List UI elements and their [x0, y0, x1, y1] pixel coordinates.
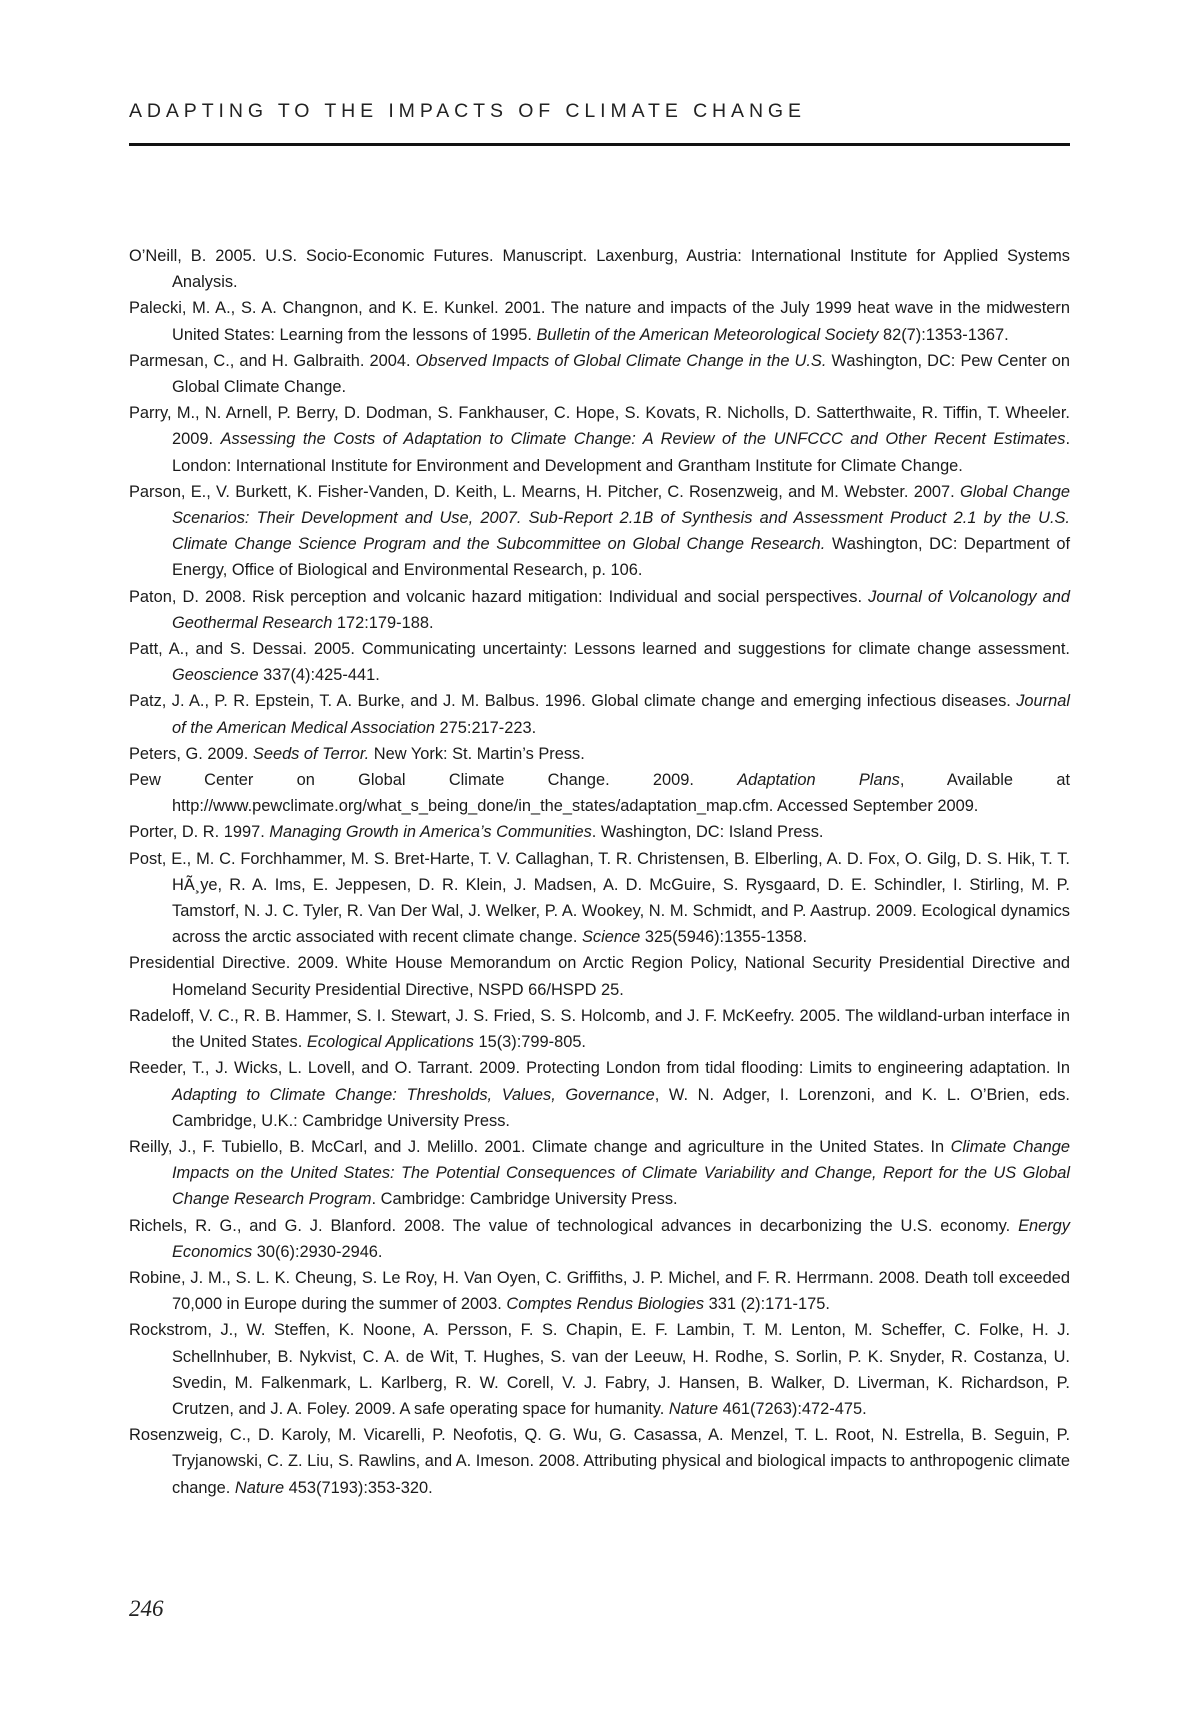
reference-text: Reilly, J., F. Tubiello, B. McCarl, and J. Melillo. 2001. Climate change and agriculture in the United States. In: [129, 1137, 951, 1156]
reference-list: [129, 243, 1070, 1501]
reference-text: Patt, A., and S. Dessai. 2005. Communicating uncertainty: Lessons learned and suggestions for climate change assessment.: [129, 640, 1070, 659]
reference-text: Parson, E., V. Burkett, K. Fisher-Vanden, D. Keith, L. Mearns, H. Pitcher, C. Rosenzweig, and M. Webster. 2007.: [129, 482, 960, 501]
reference-text: Parry, M., N. Arnell, P. Berry, D. Dodman, S. Fankhauser, C. Hope, S. Kovats, R. Nicholls, D. Satterthwaite, R. Tiffin, T. Wheeler. 2009.: [129, 404, 1070, 449]
reference-title: Managing Growth in America’s Communities: [269, 823, 592, 842]
reference-details: 172:179-188.: [332, 613, 434, 632]
reference-details: 15(3):799-805.: [473, 1033, 586, 1052]
reference-title: Seeds of Terror.: [252, 744, 370, 763]
reference-title: Observed Impacts of Global Climate Change in the U.S.: [415, 351, 827, 370]
reference-title: Climate Change Impacts on the United States: The Potential Consequences of Climate Variability and Change, Report for the US Global Change Research Program: [172, 1137, 1070, 1209]
reference-text: Presidential Directive. 2009. White House Memorandum on Arctic Region Policy, National Security Presidential Directive and Homeland Security Presidential Directive, NSPD 66/HSPD 25.: [129, 954, 1070, 999]
reference-text: Reeder, T., J. Wicks, L. Lovell, and O. Tarrant. 2009. Protecting London from tidal flooding: Limits to engineering adaptation. In: [129, 1059, 1070, 1078]
reference-title: Journal of Volcanology and Geothermal Research: [172, 587, 1070, 632]
reference-entry: [129, 348, 1070, 400]
reference-entry: [129, 1422, 1070, 1501]
reference-text: Parmesan, C., and H. Galbraith. 2004.: [129, 351, 416, 370]
reference-entry: [129, 1003, 1070, 1055]
reference-details: 453(7193):353-320.: [284, 1478, 433, 1497]
reference-details: . Cambridge: Cambridge University Press.: [371, 1190, 678, 1209]
reference-entry: [129, 1055, 1070, 1134]
reference-text: Rockstrom, J., W. Steffen, K. Noone, A. Persson, F. S. Chapin, E. F. Lambin, T. M. Lenton, M. Scheffer, C. Folke, H. J. Schellnhuber, B. Nykvist, C. A. de Wit, T. Hughes, S. van der Leeuw, H. Rodhe, S. Sorlin, P. K. Snyder, R. Costanza, U. Svedin, M. Falkenmark, L. Karlberg, R. W. Corell, V. J. Fabry, J. Hansen, B. Walker, D. Liverman, K. Richardson, P. Crutzen, and J. A. Foley. 2009. A safe operating space for humanity.: [129, 1321, 1070, 1418]
reference-title: Nature: [668, 1399, 719, 1418]
reference-title: Assessing the Costs of Adaptation to Climate Change: A Review of the UNFCCC and Other Recent Estimates: [220, 430, 1066, 449]
reference-details: , W. N. Adger, I. Lorenzoni, and K. L. O’Brien, eds. Cambridge, U.K.: Cambridge University Press.: [172, 1085, 1070, 1130]
reference-title: Global Change Scenarios: Their Development and Use, 2007. Sub-Report 2.1B of Synthesis and Assessment Product 2.1 by the U.S. Climate Change Science Program and the Subcommittee on Global Change Research.: [172, 482, 1070, 554]
reference-details: Washington, DC: Department of Energy, Office of Biological and Environmental Research, p. 106.: [172, 535, 1071, 580]
reference-entry: [129, 636, 1070, 688]
reference-entry: [129, 950, 1070, 1002]
reference-title: Comptes Rendus Biologies: [506, 1295, 705, 1314]
reference-title: Journal of the American Medical Association: [172, 692, 1070, 737]
reference-details: 275:217-223.: [434, 718, 537, 737]
reference-entry: [129, 479, 1070, 584]
reference-entry: [129, 400, 1070, 479]
reference-title: Geoscience: [172, 666, 259, 685]
reference-title: Nature: [234, 1478, 285, 1497]
reference-text: Patz, J. A., P. R. Epstein, T. A. Burke, and J. M. Balbus. 1996. Global climate change and emerging infectious diseases.: [129, 692, 1017, 711]
reference-details: 325(5946):1355-1358.: [640, 928, 808, 947]
reference-text: Richels, R. G., and G. J. Blanford. 2008. The value of technological advances in decarbonizing the U.S. economy.: [129, 1216, 1019, 1235]
reference-text: Rosenzweig, C., D. Karoly, M. Vicarelli, P. Neofotis, Q. G. Wu, G. Casassa, A. Menzel, T. L. Root, N. Estrella, B. Seguin, P. Tryjanowski, C. Z. Liu, S. Rawlins, and A. Imeson. 2008. Attributing physical and biological impacts to anthropogenic climate change.: [129, 1426, 1070, 1497]
reference-entry: [129, 1265, 1070, 1317]
reference-details: 30(6):2930-2946.: [252, 1242, 383, 1261]
reference-text: O’Neill, B. 2005. U.S. Socio-Economic Futures. Manuscript. Laxenburg, Austria: International Institute for Applied Systems Analysis.: [129, 247, 1070, 292]
reference-entry: [129, 295, 1070, 347]
reference-entry: [129, 584, 1070, 636]
reference-text: Robine, J. M., S. L. K. Cheung, S. Le Roy, H. Van Oyen, C. Griffiths, J. P. Michel, and F. R. Herrmann. 2008. Death toll exceeded 70,000 in Europe during the summer of 2003.: [129, 1268, 1070, 1314]
reference-text: Pew Center on Global Climate Change. 2009.: [129, 771, 738, 790]
reference-entry: [129, 688, 1070, 740]
reference-title: Ecological Applications: [306, 1033, 474, 1052]
reference-entry: [129, 243, 1070, 295]
reference-entry: [129, 741, 1070, 767]
reference-title: Bulletin of the American Meteorological Society: [536, 325, 879, 344]
reference-title: Adapting to Climate Change: Thresholds, Values, Governance: [172, 1085, 655, 1104]
reference-entry: [129, 819, 1070, 845]
reference-entry: [129, 1317, 1070, 1422]
reference-title: Adaptation Plans: [737, 771, 900, 790]
header-rule: [129, 143, 1070, 146]
reference-entry: [129, 767, 1070, 819]
running-head-title: ADAPTING TO THE IMPACTS OF CLIMATE CHANGE: [129, 100, 806, 122]
reference-text: Porter, D. R. 1997.: [129, 823, 270, 842]
reference-details: Washington, DC: Pew Center on Global Climate Change.: [172, 351, 1070, 397]
reference-details: 337(4):425-441.: [258, 666, 380, 685]
reference-details: 461(7263):472-475.: [718, 1399, 867, 1418]
reference-details: . London: International Institute for Environment and Development and Grantham Institute for Climate Change.: [172, 430, 1070, 475]
reference-text: Radeloff, V. C., R. B. Hammer, S. I. Stewart, J. S. Fried, S. S. Holcomb, and J. F. McKeefry. 2005. The wildland-urban interface in the United States.: [129, 1006, 1070, 1052]
page-number: 246: [129, 1596, 164, 1621]
reference-entry: [129, 1213, 1070, 1265]
reference-details: New York: St. Martin’s Press.: [369, 744, 585, 763]
reference-details: , Available at http://www.pewclimate.org/what_s_being_done/in_the_states/adaptation_map.cfm. Accessed September 2009.: [172, 771, 1070, 816]
reference-text: Peters, G. 2009.: [129, 744, 253, 763]
reference-text: Palecki, M. A., S. A. Changnon, and K. E. Kunkel. 2001. The nature and impacts of the July 1999 heat wave in the midwestern United States: Learning from the lessons of 1995.: [129, 299, 1070, 344]
reference-text: Paton, D. 2008. Risk perception and volcanic hazard mitigation: Individual and social perspectives.: [129, 587, 869, 606]
reference-title: Science: [581, 928, 641, 947]
reference-entry: [129, 846, 1070, 951]
reference-text: Post, E., M. C. Forchhammer, M. S. Bret-Harte, T. V. Callaghan, T. R. Christensen, B. Elberling, A. D. Fox, O. Gilg, D. S. Hik, T. T. HÃ¸ye, R. A. Ims, E. Jeppesen, D. R. Klein, J. Madsen, A. D. McGuire, S. Rysgaard, D. E. Schindler, I. Stirling, M. P. Tamstorf, N. J. C. Tyler, R. Van Der Wal, J. Welker, P. A. Wookey, N. M. Schmidt, and P. Aastrup. 2009. Ecological dynamics across the arctic associated with recent climate change.: [129, 849, 1070, 947]
reference-details: 331 (2):171-175.: [704, 1295, 830, 1314]
reference-details: 82(7):1353-1367.: [878, 325, 1009, 344]
reference-title: Energy Economics: [172, 1216, 1070, 1261]
reference-entry: [129, 1134, 1070, 1213]
reference-details: . Washington, DC: Island Press.: [591, 823, 824, 842]
